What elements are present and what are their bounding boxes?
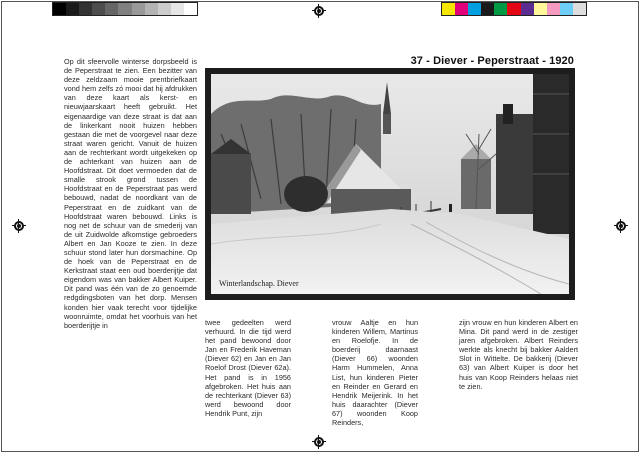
- color-calibration-bar: [441, 2, 587, 16]
- historic-photo: [205, 68, 575, 300]
- registration-mark-bottom-icon: [312, 435, 326, 449]
- text-column-3: [332, 318, 418, 427]
- winter-street-photo-icon: [211, 74, 569, 294]
- column-2-paragraph: twee gedeelten werd verhuurd. In die tijd werd het pand bewoond door Jan en Frederik Haveman (Diever 62) en Jan en Jan Roelof Drost (Diever 62a). Het pand is in 1956 afgebroken. Het huis aan de rechterkant (Diever 63) werd bewoond door Hendrik Punt, zijn: [205, 318, 291, 418]
- color-swatch-4: [494, 3, 507, 15]
- gray-swatch-2: [79, 3, 92, 15]
- photo-caption: Winterlandschap. Diever: [219, 279, 299, 288]
- color-swatch-8: [547, 3, 560, 15]
- color-swatch-9: [560, 3, 573, 15]
- gray-swatch-10: [184, 3, 197, 15]
- gray-swatch-9: [171, 3, 184, 15]
- color-swatch-6: [521, 3, 534, 15]
- color-swatch-0: [442, 3, 455, 15]
- registration-mark-right-icon: [614, 219, 628, 233]
- gray-swatch-3: [92, 3, 105, 15]
- column-4-paragraph: zijn vrouw en hun kinderen Albert en Mina. Dit pand werd in de zestiger jaren afgebroken. Albert Reinders werkte als knecht bij bakker Aaldert Slot in Wittelte. De bakkerij (Diever 63) van Albert Kuiper is door het huis van Koop Reinders helaas niet te zien.: [459, 318, 578, 391]
- color-swatch-3: [481, 3, 494, 15]
- text-column-2: [205, 318, 291, 418]
- gray-swatch-8: [158, 3, 171, 15]
- column-1-paragraph: Op dit sfeervolle winterse dorpsbeeld is de Peperstraat te zien. Een bezitter van deze zeldzaam mooie prentbriefkaart vond hem zelfs zó mooi dat hij afdrukken van deze kaart als kerst- en nieuwjaarskaart heeft gebruikt. Het eigenaardige van deze straat is dat aan de linkerkant nooit huizen hebben gestaan die met de voorgevel naar deze straat waren gericht. Vanuit de huizen aan de rechterkant wordt uitgekeken op de achterkant van huizen aan de Hoofdstraat. Dit doet vermoeden dat de smalle strook grond tussen de Hoofdstraat en de Peperstraat pas werd bebouwd, nadat de noordkant van de Peperstraat en de zuidkant van de Hoofdstraat waren bebouwd. Links is nog net de schuur van de smederij van de uit Zuidwolde afkomstige gebroeders Albert en Jan Kooze te zien. In deze schuur stond later hun dorsmachine. Op de hoek van de Peperstraat en de Kerkstraat staat een oud boerderijtje dat eigendom was van bakker Albert Kuiper. Dit pand was één van de zo genoemde redgdingsboten van het dorp. Mensen konden hier vaak terecht voor tijdelijke woonruimte, omdat het voorhuis van het boerderijtje in: [64, 57, 197, 330]
- gray-swatch-6: [132, 3, 145, 15]
- column-3-paragraph: vrouw Aaltje en hun kinderen Willem, Martinus en Roelofje. In de boerderij daarnaast (Diever 66) woonden Harm Hummelen, Anna List, hun kinderen Pieter en Reinder en Gerard en Hendrik Meijerink. In het huis daarachter (Diever 67) woonden Koop Reinders,: [332, 318, 418, 428]
- color-swatch-5: [507, 3, 520, 15]
- gray-swatch-1: [66, 3, 79, 15]
- color-swatch-2: [468, 3, 481, 15]
- color-swatch-10: [573, 3, 586, 15]
- color-swatch-7: [534, 3, 547, 15]
- registration-mark-top-icon: [312, 4, 326, 18]
- text-column-1: [64, 57, 197, 330]
- color-swatch-1: [455, 3, 468, 15]
- gray-swatch-4: [105, 3, 118, 15]
- grayscale-calibration-bar: [52, 2, 198, 16]
- gray-swatch-5: [118, 3, 131, 15]
- gray-swatch-0: [53, 3, 66, 15]
- registration-mark-left-icon: [12, 219, 26, 233]
- page-heading: 37 - Diever - Peperstraat - 1920: [410, 55, 574, 67]
- gray-swatch-7: [145, 3, 158, 15]
- text-column-4: [459, 318, 578, 391]
